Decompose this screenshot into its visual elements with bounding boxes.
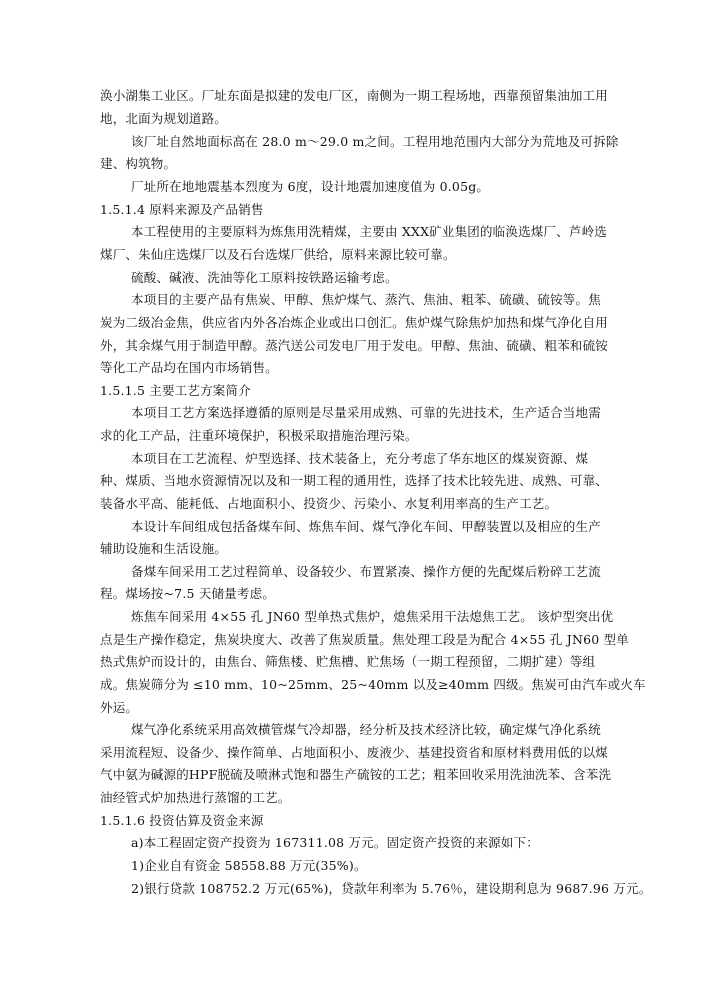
- paragraph-line: 地，北面为规划道路。: [100, 111, 228, 126]
- section-heading-1-5-1-5: 1.5.1.5 主要工艺方案简介: [100, 383, 251, 398]
- paragraph-line: 涣小湖集工业区。厂址东面是拟建的发电厂区，南侧为一期工程场地，西靠预留集油加工用: [100, 88, 609, 103]
- paragraph-line: 等化工产品均在国内市场销售。: [100, 360, 278, 375]
- paragraph-line: 气中氨为碱源的HPF脱硫及喷淋式饱和器生产硫铵的工艺；粗苯回收采用洗油洗苯、含苯洗: [100, 767, 612, 782]
- paragraph-line: 炭为二级冶金焦，供应省内外各冶炼企业或出口创汇。焦炉煤气除焦炉加热和煤气净化自用: [100, 315, 609, 330]
- section-heading-1-5-1-6: 1.5.1.6 投资估算及资金来源: [100, 813, 264, 828]
- paragraph-line: 种、煤质、当地水资源情况以及和一期工程的通用性，选择了技术比较先进、成熟、可靠、: [100, 473, 609, 488]
- paragraph-line: 该厂址自然地面标高在 28.0 m～29.0 m之间。工程用地范围内大部分为荒地及可拆除: [131, 134, 619, 149]
- paragraph-line: 热式焦炉而设计的，由焦台、筛焦楼、贮焦槽、贮焦场（一期工程预留，二期扩建）等组: [100, 654, 596, 669]
- paragraph-line: 本项目工艺方案选择遵循的原则是尽量采用成熟、可靠的先进技术，生产适合当地需: [131, 405, 601, 420]
- paragraph-line: 煤厂、朱仙庄选煤厂以及石台选煤厂供给，原料来源比较可靠。: [100, 247, 456, 262]
- paragraph-line: 备煤车间采用工艺过程简单、设备较少、布置紧凑、操作方便的先配煤后粉碎工艺流: [131, 564, 601, 579]
- paragraph-line: 厂址所在地地震基本烈度为 6度，设计地震加速度值为 0.05g。: [131, 179, 490, 194]
- paragraph-line: 建、构筑物。: [100, 156, 177, 171]
- paragraph-line: 本项目的主要产品有焦炭、甲醇、焦炉煤气、蒸汽、焦油、粗苯、硫磺、硫铵等。焦: [131, 292, 601, 307]
- paragraph-line: 本项目在工艺流程、炉型选择、技术装备上，充分考虑了华东地区的煤炭资源、煤: [131, 451, 589, 466]
- funding-item-2: 2)银行贷款 108752.2 万元(65%)，贷款年利率为 5.76％，建设期利息为 9687.96 万元。: [131, 881, 652, 896]
- paragraph-line: 外，其余煤气用于制造甲醇。蒸汽送公司发电厂用于发电。甲醇、焦油、硫磺、粗苯和硫铵: [100, 338, 609, 353]
- paragraph-line: 油经管式炉加热进行蒸馏的工艺。: [100, 790, 291, 805]
- paragraph-line: 本工程使用的主要原料为炼焦用洗精煤，主要由 XXX矿业集团的临涣选煤厂、芦岭选: [131, 224, 607, 239]
- funding-item-1: 1)企业自有资金 58558.88 万元(35%)。: [131, 858, 367, 873]
- paragraph-line: 点是生产操作稳定，焦炭块度大、改善了焦炭质量。焦处理工段是为配合 4×55 孔 JN60 型单: [100, 632, 629, 647]
- paragraph-line: 外运。: [100, 700, 139, 715]
- paragraph-line: 求的化工产品，注重环境保护，积极采取措施治理污染。: [100, 428, 418, 443]
- paragraph-line: 装备水平高、能耗低、占地面积小、投资少、污染小、水复利用率高的生产工艺。: [100, 496, 558, 511]
- section-heading-1-5-1-4: 1.5.1.4 原料来源及产品销售: [100, 202, 264, 217]
- paragraph-line: 本设计车间组成包括备煤车间、炼焦车间、煤气净化车间、甲醇装置以及相应的生产: [131, 519, 601, 534]
- paragraph-line: 硫酸、碱液、洗油等化工原料按铁路运输考虑。: [131, 270, 398, 285]
- paragraph-line: 采用流程短、设备少、操作简单、占地面积小、废液少、基建投资省和原材料费用低的以煤: [100, 745, 609, 760]
- paragraph-line: 炼焦车间采用 4×55 孔 JN60 型单热式焦炉，熄焦采用干法熄焦工艺。 该炉型突出优: [131, 609, 614, 624]
- paragraph-line: 辅助设施和生活设施。: [100, 541, 228, 556]
- paragraph-line: 程。煤场按~7.5 天储量考虑。: [100, 586, 276, 601]
- investment-line: a)本工程固定资产投资为 167311.08 万元。固定资产投资的来源如下：: [131, 835, 539, 850]
- paragraph-line: 成。焦炭筛分为 ≤10 mm、10~25mm、25~40mm 以及≥40mm 四级。焦炭可由汽车或火车: [100, 677, 646, 692]
- paragraph-line: 煤气净化系统采用高效横管煤气冷却器，经分析及技术经济比较，确定煤气净化系统: [131, 722, 601, 737]
